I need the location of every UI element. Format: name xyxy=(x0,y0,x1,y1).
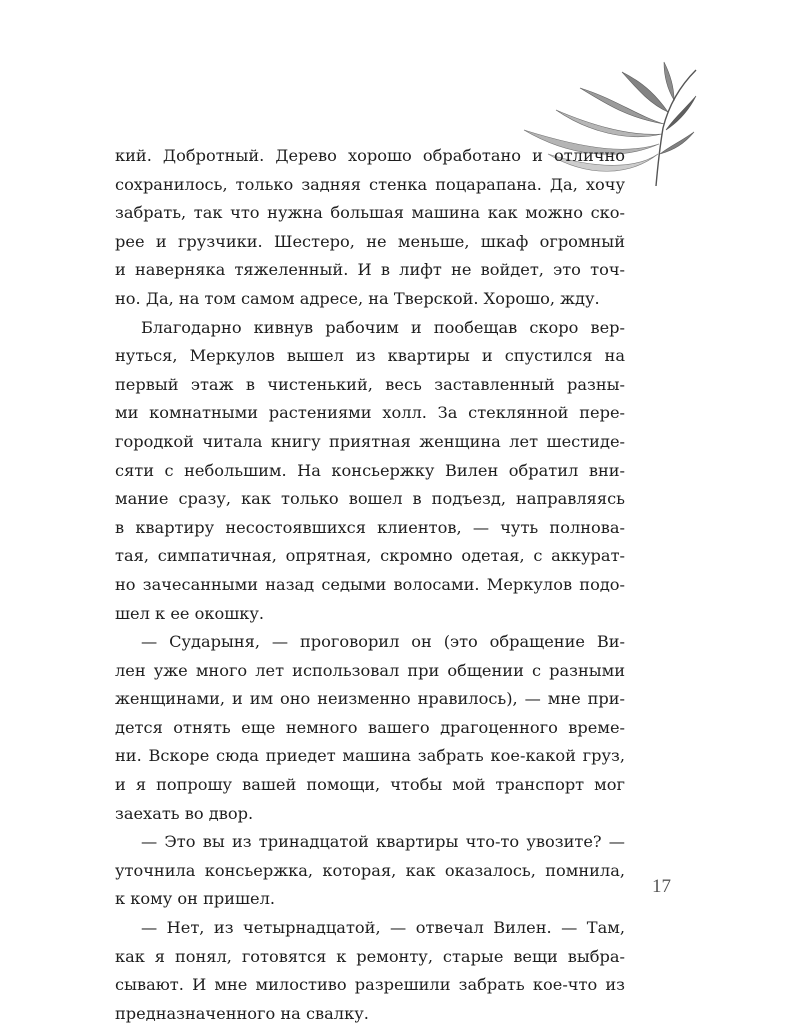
leaf xyxy=(622,72,668,112)
text-line: сохранилось, только задняя стенка поцарапана. Да, хочу xyxy=(115,174,625,194)
text-line: сывают. И мне милостиво разрешили забрать кое-что из xyxy=(115,975,625,995)
text-line: уточнила консьержка, которая, как оказалось, помнила, xyxy=(115,860,625,880)
text-line: Благодарно кивнув рабочим и пообещав скоро вер- xyxy=(141,317,625,337)
text-line: как я понял, готовятся к ремонту, старые вещи выбра- xyxy=(115,946,625,966)
text-line: ми комнатными растениями холл. За стеклянной пере- xyxy=(115,403,625,423)
text-line: и я попрошу вашей помощи, чтобы мой транспорт мог xyxy=(115,775,625,795)
text-line: женщинами, и им оно неизменно нравилось), — мне при- xyxy=(115,689,625,709)
text-line: предназначенного на свалку. xyxy=(115,1003,369,1023)
text-line: но. Да, на том самом адресе, на Тверской. Хорошо, жду. xyxy=(115,288,600,308)
text-line: городкой читала книгу приятная женщина лет шестиде- xyxy=(115,431,625,451)
text-line: рее и грузчики. Шестеро, не меньше, шкаф огромный xyxy=(115,231,625,251)
leaf xyxy=(556,110,662,137)
leaf xyxy=(664,62,674,100)
text-line: тая, симпатичная, опрятная, скромно одетая, с аккурат- xyxy=(115,546,625,566)
text-line: кий. Добротный. Дерево хорошо обработано и отлично xyxy=(115,146,625,165)
text-line: нуться, Меркулов вышел из квартиры и спустился на xyxy=(115,346,625,366)
text-line: сяти с небольшим. На консьержку Вилен обратил вни- xyxy=(115,460,625,480)
text-line: дется отнять еще немного вашего драгоценного време- xyxy=(115,717,625,737)
text-line: — Нет, из четырнадцатой, — отвечал Вилен. — Там, xyxy=(141,918,625,938)
text-line: шел к ее окошку. xyxy=(115,603,265,623)
text-line: к кому он пришел. xyxy=(115,889,276,909)
text-line: лен уже много лет использовал при общении с разными xyxy=(115,660,625,680)
text-line: первый этаж в чистенький, весь заставленный разны- xyxy=(115,374,625,394)
leaf xyxy=(666,96,696,130)
page-number: 17 xyxy=(652,876,671,897)
leaf xyxy=(660,132,694,154)
text-line: — Сударыня, — проговорил он (это обращение Ви- xyxy=(141,632,625,652)
text-line: мание сразу, как только вошел в подъезд, направляясь xyxy=(115,489,625,509)
text-line: заехать во двор. xyxy=(115,803,254,823)
text-line: но зачесанными назад седыми волосами. Меркулов подо- xyxy=(115,574,625,594)
text-line: в квартиру несостоявшихся клиентов, — чуть полнова- xyxy=(115,517,625,537)
text-line: и наверняка тяжеленный. И в лифт не войдет, это точ- xyxy=(115,260,625,280)
text-line: — Это вы из тринадцатой квартиры что-то увозите? — xyxy=(141,832,625,852)
body-text xyxy=(115,142,625,1028)
text-line: ни. Вскоре сюда приедет машина забрать кое-какой груз, xyxy=(115,746,625,766)
text-line: забрать, так что нужна большая машина как можно ско- xyxy=(115,203,625,223)
branch-stem xyxy=(656,70,696,186)
